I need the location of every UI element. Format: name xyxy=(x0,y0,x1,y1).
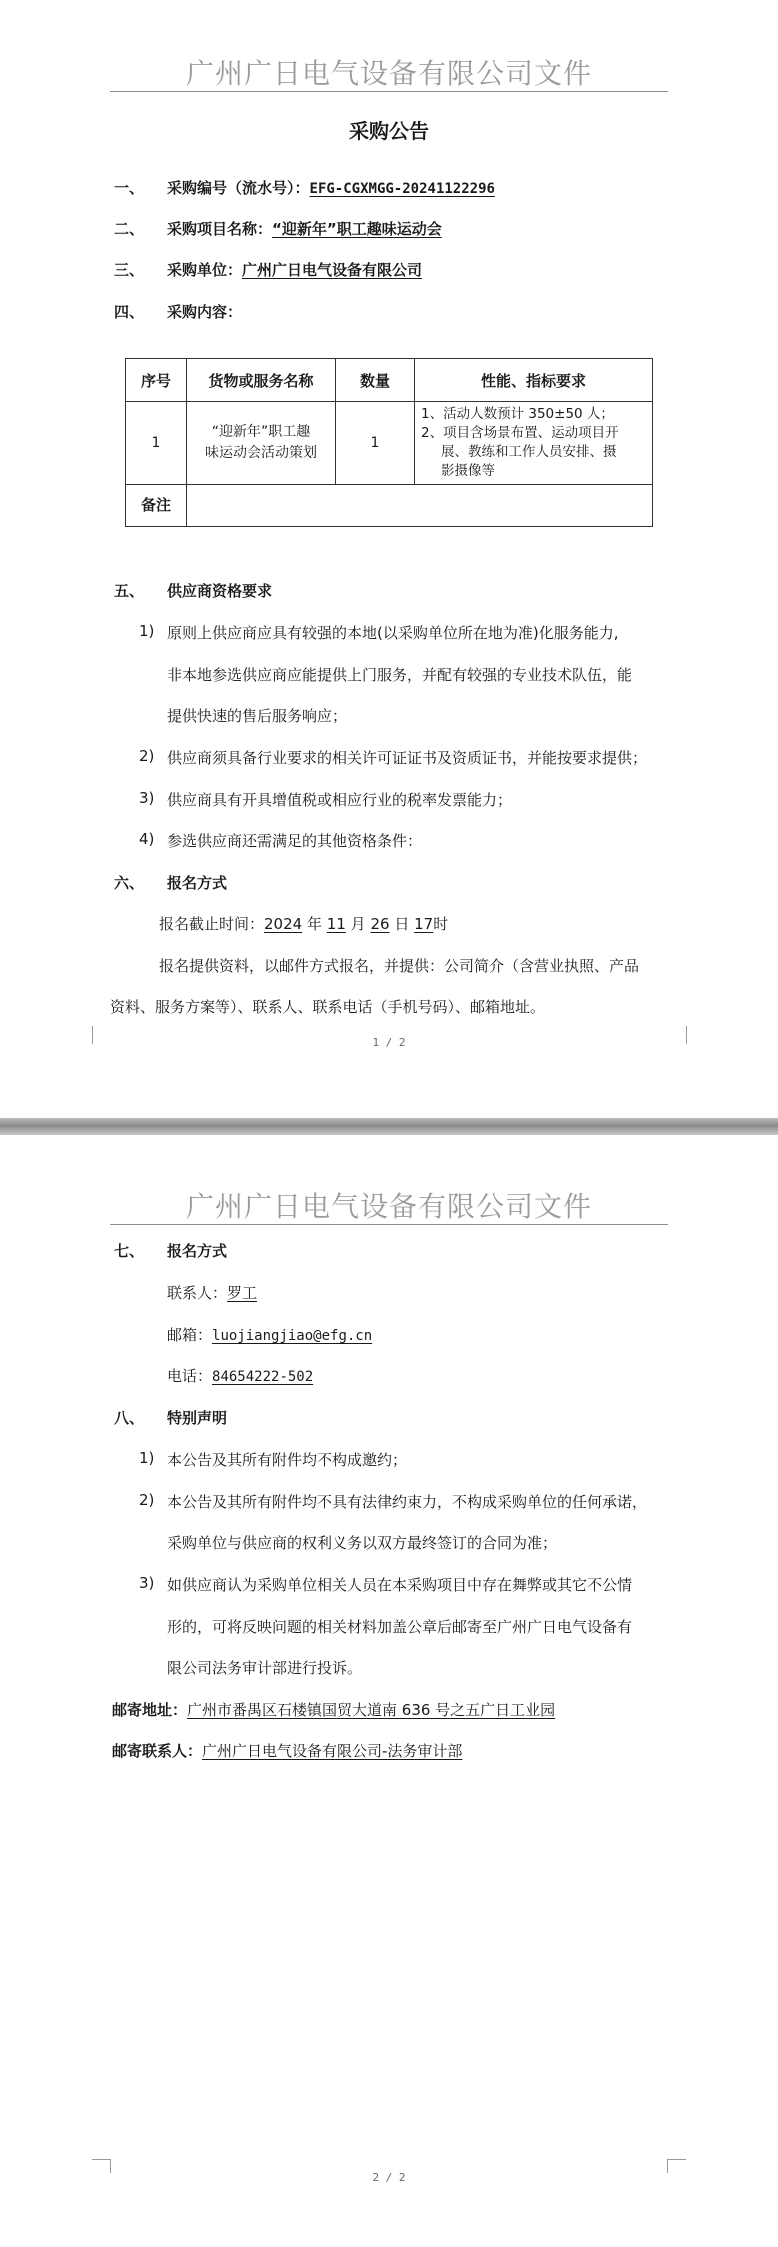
materials-line-2: 资料、服务方案等）、联系人、联系电话（手机号码）、邮箱地址。 xyxy=(110,998,546,1016)
qual-1-line-3: 提供快速的售后服务响应； xyxy=(167,707,348,725)
qual-2-number: 2) xyxy=(139,747,155,765)
item-1-label: 采购编号（流水号）： xyxy=(167,179,310,197)
cell-requirements xyxy=(415,402,653,485)
procurement-number: EFG-CGXMGG-20241122296 xyxy=(309,181,495,197)
requirement-2-line-2: 展、教练和工作人员安排、摄 xyxy=(441,444,617,460)
statement-1-line-1: 本公告及其所有附件均不构成邀约； xyxy=(167,1451,408,1469)
section-7-title: 报名方式 xyxy=(167,1242,228,1260)
qual-1-number: 1) xyxy=(139,622,155,640)
phone-value: 84654222-502 xyxy=(212,1369,314,1385)
mailing-contact-value: 广州广日电气设备有限公司-法务审计部 xyxy=(202,1742,463,1760)
document-page-2 xyxy=(0,1135,778,2247)
deadline-month-unit: 月 xyxy=(350,915,366,933)
header-requirements: 性能、指标要求 xyxy=(415,359,653,402)
header-no: 序号 xyxy=(126,359,187,402)
qual-4-line-1: 参选供应商还需满足的其他资格条件： xyxy=(167,832,423,850)
header-rule xyxy=(110,1224,668,1225)
header-rule xyxy=(110,91,668,92)
deadline-hour: 17 xyxy=(414,915,434,933)
qual-1-line-1: 原则上供应商应具有较强的本地(以采购单位所在地为准)化服务能力, xyxy=(167,624,619,642)
project-name: “迎新年”职工趣味运动会 xyxy=(272,220,442,238)
deadline-day-unit: 日 xyxy=(394,915,410,933)
item-2-label: 采购项目名称： xyxy=(167,220,273,238)
requirement-2-line-1: 2、项目含场景布置、运动项目开 xyxy=(421,425,619,441)
section-5-title: 供应商资格要求 xyxy=(167,582,273,600)
registration-deadline xyxy=(159,913,448,934)
header-item-name: 货物或服务名称 xyxy=(187,359,336,402)
item-1 xyxy=(167,177,495,198)
cell-quantity: 1 xyxy=(336,402,415,485)
item-3-label: 采购单位： xyxy=(167,261,243,279)
item-4-label: 采购内容： xyxy=(167,303,243,321)
statement-2-line-2: 采购单位与供应商的权利义务以双方最终签订的合同为准； xyxy=(167,1534,558,1552)
requirement-1: 1、活动人数预计 350±50 人； xyxy=(421,406,614,422)
cell-item-name xyxy=(187,402,336,485)
statement-3-line-1: 如供应商认为采购单位相关人员在本采购项目中存在舞弊或其它不公情 xyxy=(167,1576,633,1594)
phone-label: 电话： xyxy=(167,1367,213,1385)
item-1-number: 一、 xyxy=(114,179,145,197)
item-name-line-2: 味运动会活动策划 xyxy=(205,445,317,461)
cell-remark-label: 备注 xyxy=(126,485,187,527)
requirement-2-line-3: 影摄像等 xyxy=(441,463,495,479)
page-separator xyxy=(0,1118,778,1135)
contact-value: 罗工 xyxy=(227,1284,258,1302)
email xyxy=(167,1324,372,1345)
mailing-contact xyxy=(112,1740,462,1761)
table-row xyxy=(126,402,653,485)
table-remark-row xyxy=(126,485,653,527)
mailing-contact-label: 邮寄联系人： xyxy=(112,1742,203,1760)
section-6-number: 六、 xyxy=(114,874,145,892)
deadline-year: 2024 xyxy=(264,915,303,933)
statement-3-number: 3) xyxy=(139,1574,155,1592)
section-7-number: 七、 xyxy=(114,1242,145,1260)
contact-person xyxy=(167,1282,257,1303)
email-link[interactable]: luojiangjiao@efg.cn xyxy=(212,1328,373,1344)
item-2 xyxy=(167,218,442,239)
purchasing-unit: 广州广日电气设备有限公司 xyxy=(242,261,423,279)
cell-remark-value xyxy=(187,485,653,527)
section-5-number: 五、 xyxy=(114,582,145,600)
item-3 xyxy=(167,259,422,280)
page-number: 2 / 2 xyxy=(372,2171,406,2184)
materials-line-1: 报名提供资料，以邮件方式报名，并提供：公司简介（含营业执照、产品 xyxy=(159,957,640,975)
item-3-number: 三、 xyxy=(114,261,145,279)
statement-2-number: 2) xyxy=(139,1491,155,1509)
qual-1-line-2: 非本地参选供应商应能提供上门服务，并配有较强的专业技术队伍，能 xyxy=(167,666,633,684)
statement-3-line-2: 形的，可将反映问题的相关材料加盖公章后邮寄至广州广日电气设备有 xyxy=(167,1618,633,1636)
page-number: 1 / 2 xyxy=(372,1036,406,1049)
page-header-title: 广州广日电气设备有限公司文件 xyxy=(185,57,592,90)
section-8-title: 特别声明 xyxy=(167,1409,228,1427)
email-label: 邮箱： xyxy=(167,1326,213,1344)
statement-1-number: 1) xyxy=(139,1449,155,1467)
table-header-row xyxy=(126,359,653,402)
qual-3-line-1: 供应商具有开具增值税或相应行业的税率发票能力； xyxy=(167,791,513,809)
item-name-line-1: “迎新年”职工趣 xyxy=(211,424,311,440)
header-quantity: 数量 xyxy=(336,359,415,402)
mailing-address-label: 邮寄地址： xyxy=(112,1701,188,1719)
deadline-label: 报名截止时间： xyxy=(159,915,265,933)
document-page-1 xyxy=(0,0,778,1118)
cell-no: 1 xyxy=(126,402,187,485)
statement-3-line-3: 限公司法务审计部进行投诉。 xyxy=(167,1659,363,1677)
deadline-day: 26 xyxy=(370,915,390,933)
deadline-hour-unit: 时 xyxy=(433,915,449,933)
document-title: 采购公告 xyxy=(349,119,429,143)
mailing-address xyxy=(112,1699,555,1720)
deadline-month: 11 xyxy=(326,915,346,933)
phone xyxy=(167,1365,313,1386)
deadline-year-unit: 年 xyxy=(306,915,322,933)
mailing-address-value: 广州市番禺区石楼镇国贸大道南 636 号之五广日工业园 xyxy=(187,1701,556,1719)
procurement-table xyxy=(125,358,653,527)
contact-label: 联系人： xyxy=(167,1284,228,1302)
qual-3-number: 3) xyxy=(139,789,155,807)
item-2-number: 二、 xyxy=(114,220,145,238)
page-header-title: 广州广日电气设备有限公司文件 xyxy=(185,1190,592,1223)
section-8-number: 八、 xyxy=(114,1409,145,1427)
section-6-title: 报名方式 xyxy=(167,874,228,892)
qual-4-number: 4) xyxy=(139,830,155,848)
qual-2-line-1: 供应商须具备行业要求的相关许可证证书及资质证书，并能按要求提供； xyxy=(167,749,648,767)
item-4-number: 四、 xyxy=(114,303,145,321)
statement-2-line-1: 本公告及其所有附件均不具有法律约束力，不构成采购单位的任何承诺， xyxy=(167,1493,648,1511)
